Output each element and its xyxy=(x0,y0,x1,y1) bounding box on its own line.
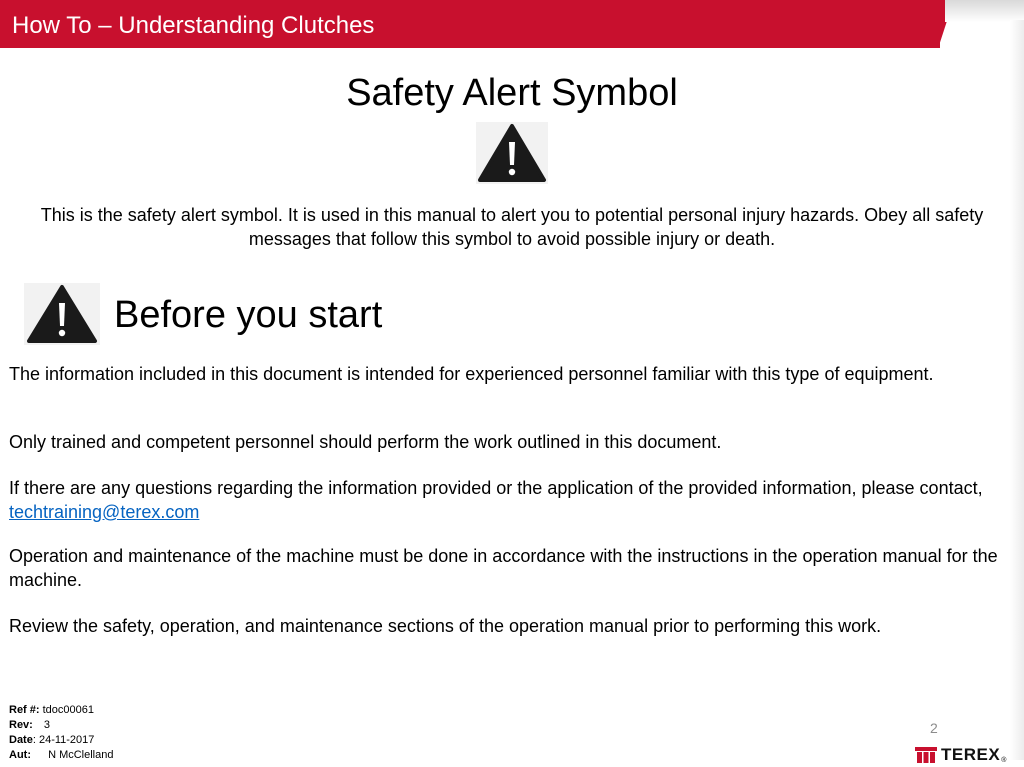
author-line xyxy=(9,748,113,763)
terex-logo-icon xyxy=(915,747,937,763)
paragraph-experienced-personnel: The information included in this document is intended for experienced personnel familiar with this type of equipment. xyxy=(9,364,934,384)
warning-triangle-icon xyxy=(24,283,100,345)
header-title: How To – Understanding Clutches xyxy=(12,12,375,39)
warning-triangle-icon xyxy=(476,122,548,184)
header-shadow xyxy=(945,0,1024,22)
rev-value: 3 xyxy=(43,719,51,731)
page-edge-shadow xyxy=(1010,20,1024,760)
rev-line xyxy=(9,718,50,733)
date-line xyxy=(9,733,94,748)
contact-text: If there are any questions regarding the information provided or the application of the provided information, please contact, xyxy=(9,478,983,498)
author-label: Aut: xyxy=(9,749,31,761)
paragraph-operation-maintenance: Operation and maintenance of the machine must be done in accordance with the instructions in the operation manual for the machine. xyxy=(9,546,998,590)
header-bar xyxy=(0,0,940,48)
paragraph-review-manual: Review the safety, operation, and maintenance sections of the operation manual prior to performing this work. xyxy=(9,616,882,636)
date-value: : 24-11-2017 xyxy=(32,734,95,746)
ref-label: Ref #: xyxy=(9,704,40,716)
logo-trademark: ® xyxy=(1001,757,1007,764)
paragraph-trained-personnel: Only trained and competent personnel should perform the work outlined in this document. xyxy=(9,432,722,452)
page-number: 2 xyxy=(930,720,938,736)
terex-logo xyxy=(915,746,1006,764)
ref-line xyxy=(9,703,94,718)
paragraph-contact xyxy=(9,476,1009,524)
section-title: Before you start xyxy=(114,294,383,336)
logo-text: TEREX xyxy=(941,745,1001,764)
page-title: Safety Alert Symbol xyxy=(346,72,678,114)
safety-alert-description: This is the safety alert symbol. It is used in this manual to alert you to potential personal injury hazards. Obey all safety messages that follow this symbol to avoid possible injury or death. xyxy=(40,205,984,249)
ref-value: tdoc00061 xyxy=(42,704,95,716)
date-label: Date xyxy=(9,734,33,746)
rev-label: Rev: xyxy=(9,719,33,731)
contact-email-link[interactable]: techtraining@terex.com xyxy=(9,502,200,522)
author-value: N McClelland xyxy=(48,749,114,761)
